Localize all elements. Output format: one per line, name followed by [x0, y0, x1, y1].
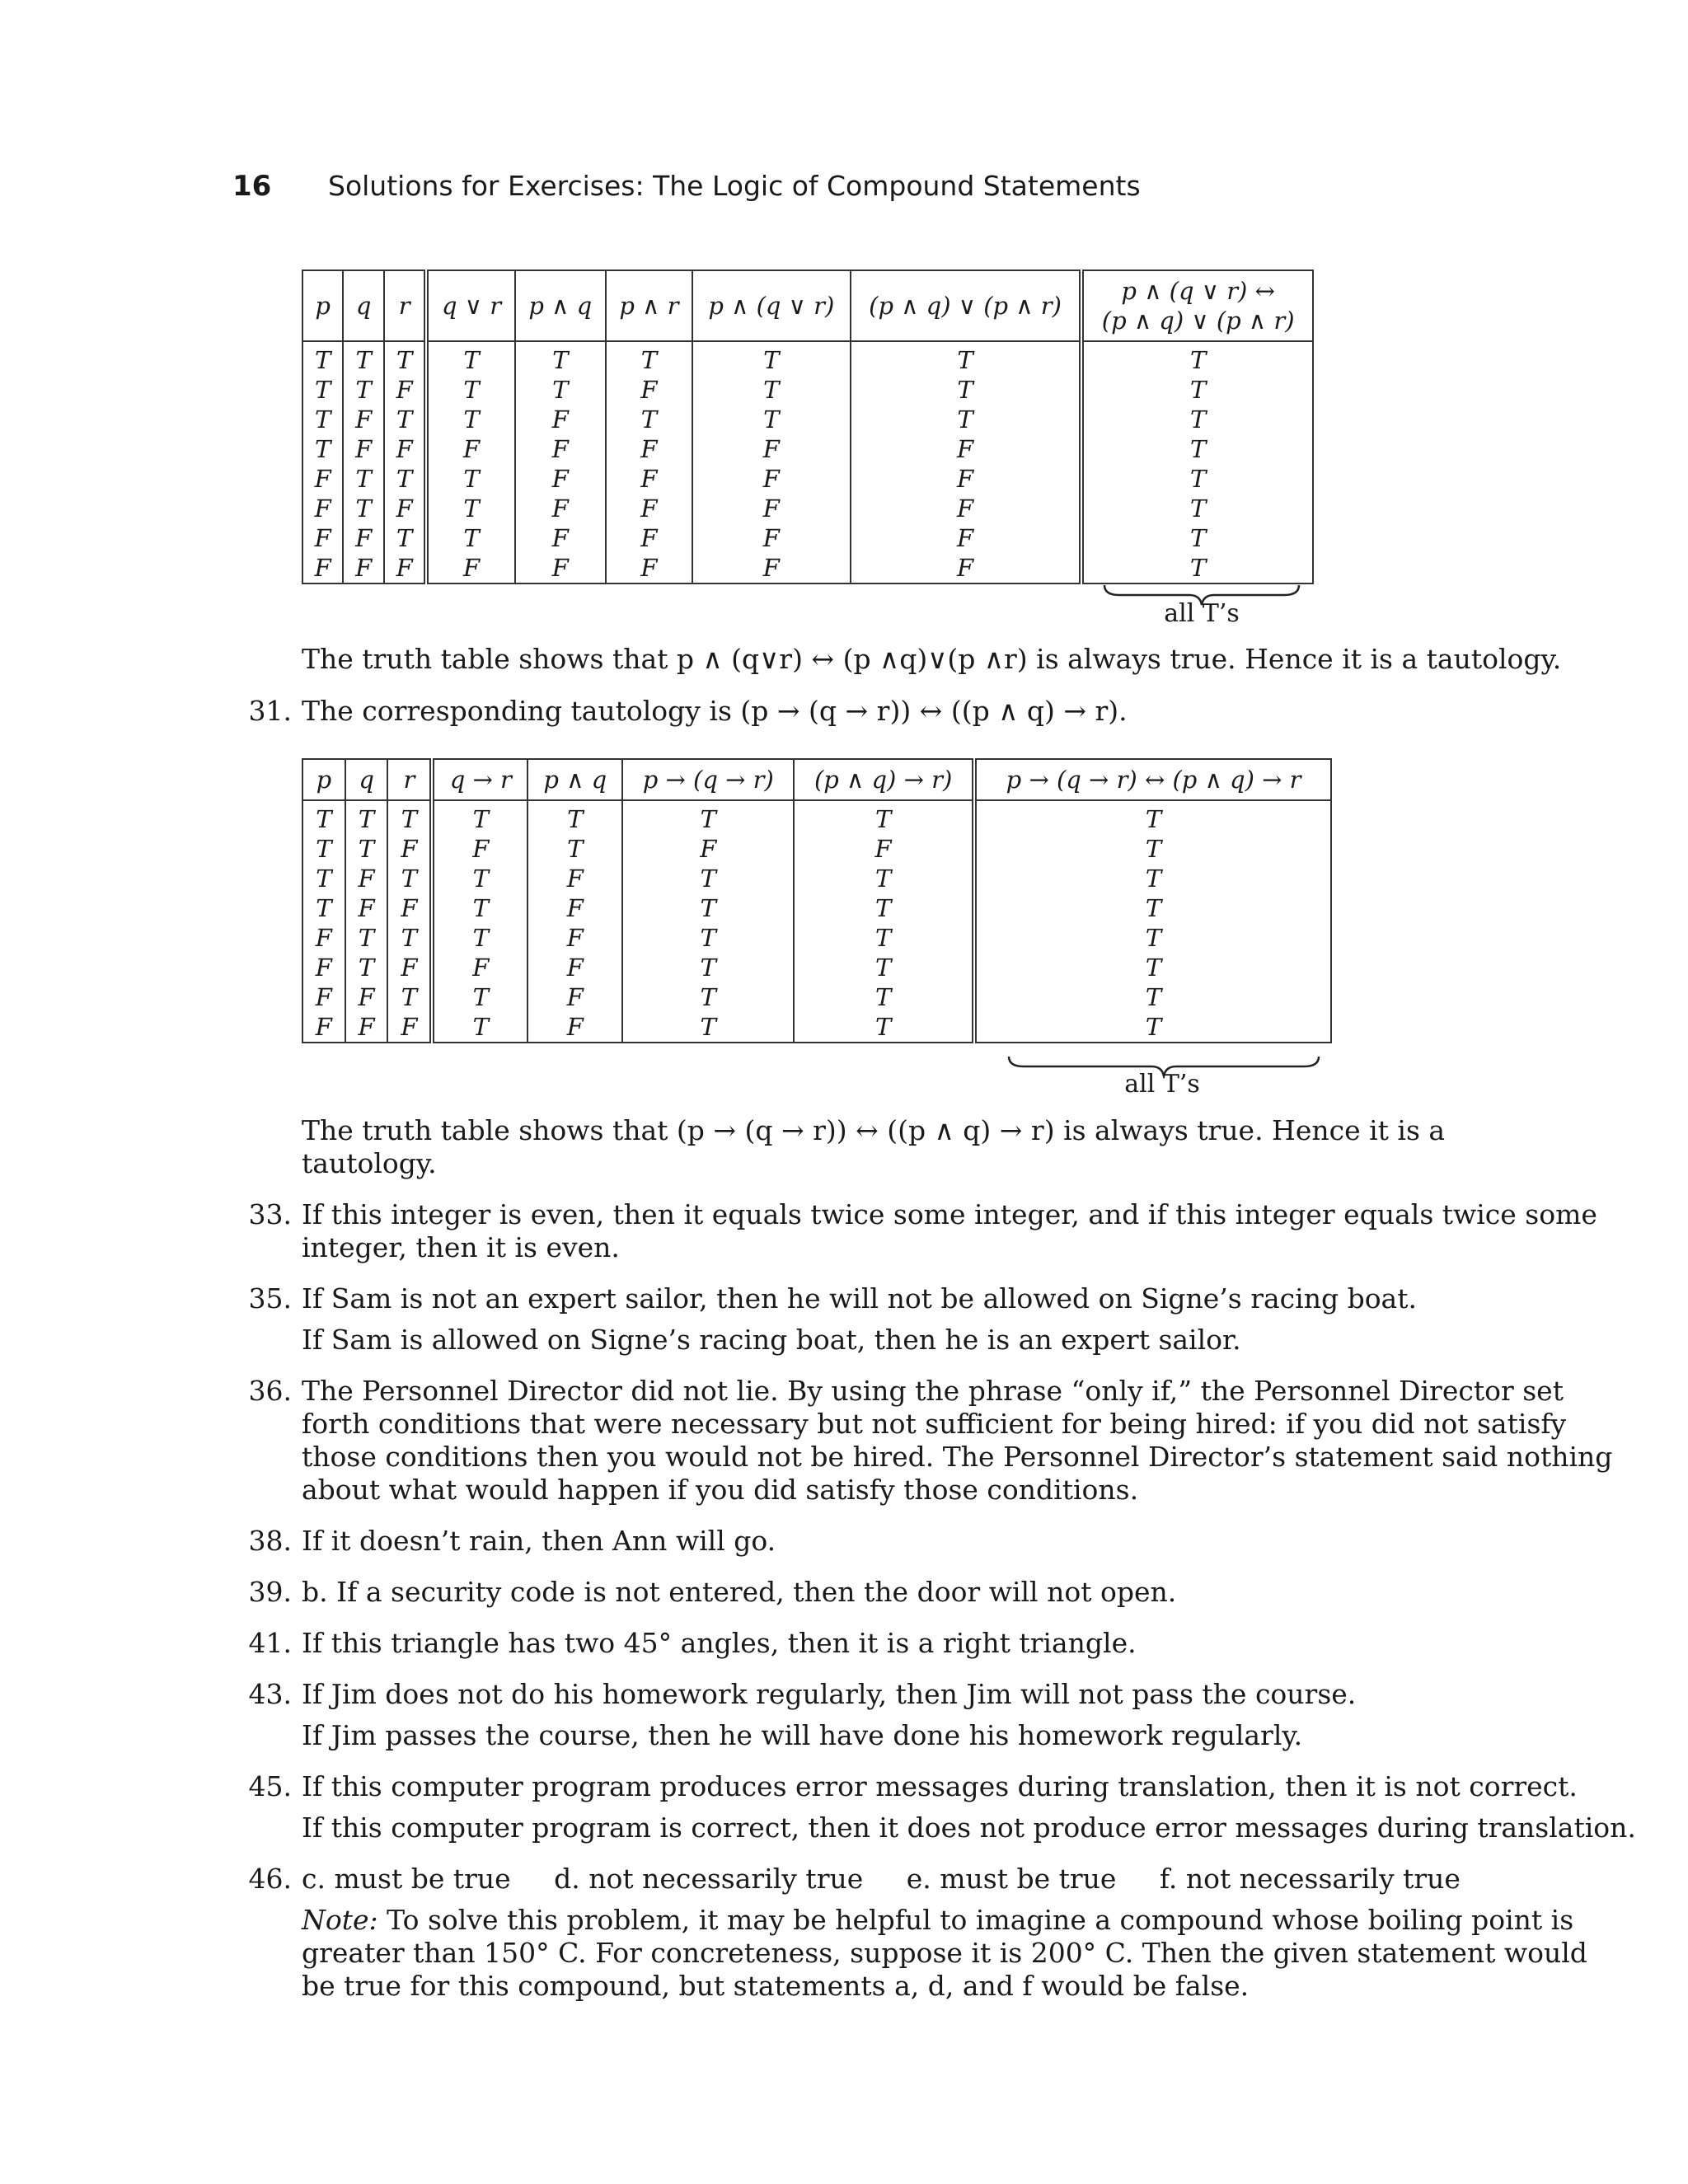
- table-cell: T: [1081, 434, 1313, 464]
- table-cell: T: [794, 982, 974, 1012]
- table-cell: T: [622, 800, 794, 834]
- table-cell: T: [432, 864, 528, 893]
- table-cell: F: [515, 434, 606, 464]
- table-cell: F: [302, 553, 343, 583]
- table-2-conclusion-line2: tautology.: [302, 1147, 437, 1179]
- item-35-number: 35.: [248, 1282, 292, 1315]
- item-46-line1: c. must be true d. not necessarily true e. must be true f. not necessarily true: [302, 1863, 1461, 1895]
- table-cell: T: [426, 405, 514, 434]
- table-cell: T: [851, 405, 1082, 434]
- item-36-line4: about what would happen if you did satisfy those conditions.: [302, 1474, 1139, 1506]
- table-cell: T: [974, 834, 1331, 864]
- table-cell: T: [343, 494, 383, 523]
- table-cell: T: [432, 982, 528, 1012]
- table-row: [302, 982, 1331, 1012]
- table-cell: T: [426, 341, 514, 375]
- table-cell: T: [515, 375, 606, 405]
- table-cell: F: [343, 553, 383, 583]
- table-cell: T: [387, 923, 432, 953]
- item-33-line1: If this integer is even, then it equals twice some integer, and if this integer equals twice some: [302, 1198, 1597, 1230]
- table-cell: T: [432, 923, 528, 953]
- table-cell: F: [426, 553, 514, 583]
- table-cell: T: [974, 1012, 1331, 1043]
- note-label: Note:: [302, 1904, 378, 1936]
- table-cell: F: [387, 1012, 432, 1043]
- table-cell: T: [515, 341, 606, 375]
- table-cell: F: [606, 434, 692, 464]
- table-cell: F: [606, 494, 692, 523]
- table-cell: F: [302, 464, 343, 494]
- table-cell: T: [384, 341, 427, 375]
- item-31-number: 31.: [248, 695, 292, 727]
- table-row: [302, 494, 1313, 523]
- table-cell: F: [345, 982, 388, 1012]
- table-row: [302, 864, 1331, 893]
- col-pq-or-pr: (p ∧ q) ∨ (p ∧ r): [851, 270, 1082, 341]
- table-cell: T: [384, 464, 427, 494]
- table-row: [302, 523, 1313, 553]
- table-cell: F: [515, 553, 606, 583]
- table-cell: F: [528, 1012, 622, 1043]
- table-cell: F: [606, 553, 692, 583]
- col-p: p: [302, 270, 343, 341]
- table-1-conclusion: The truth table shows that p ∧ (q∨r) ↔ (p ∧q)∨(p ∧r) is always true. Hence it is a tautology.: [302, 643, 1562, 675]
- table-cell: T: [528, 800, 622, 834]
- item-45-number: 45.: [248, 1770, 292, 1802]
- table-cell: F: [384, 553, 427, 583]
- table-cell: F: [302, 923, 345, 953]
- note-line2: greater than 150° C. For concreteness, suppose it is 200° C. Then the given statement would: [302, 1937, 1587, 1969]
- table-cell: T: [974, 953, 1331, 982]
- table-row: [302, 923, 1331, 953]
- item-45-line1: If this computer program produces error messages during translation, then it is not correct.: [302, 1770, 1578, 1802]
- col-biconditional-line1: p ∧ (q ∨ r) ↔: [1121, 277, 1275, 305]
- col-p: p: [302, 759, 345, 800]
- item-41-number: 41.: [248, 1627, 292, 1659]
- brace-label-2: all T’s: [1124, 1070, 1200, 1099]
- col-q-or-r: q ∨ r: [426, 270, 514, 341]
- table-cell: T: [426, 523, 514, 553]
- table-cell: F: [387, 893, 432, 923]
- col-q-implies-r: q → r: [432, 759, 528, 800]
- table-cell: F: [851, 494, 1082, 523]
- table-cell: F: [794, 834, 974, 864]
- table-row: [302, 553, 1313, 583]
- table-cell: F: [692, 494, 851, 523]
- table-cell: F: [851, 464, 1082, 494]
- table-row: [302, 800, 1331, 834]
- table-cell: F: [426, 434, 514, 464]
- table-row: [302, 434, 1313, 464]
- item-36-line2: forth conditions that were necessary but not sufficient for being hired: if you did not satisfy: [302, 1408, 1567, 1440]
- table-cell: F: [528, 982, 622, 1012]
- table-cell: F: [345, 864, 388, 893]
- table-cell: F: [343, 434, 383, 464]
- item-36-number: 36.: [248, 1375, 292, 1407]
- table-cell: T: [692, 341, 851, 375]
- table-cell: T: [387, 864, 432, 893]
- table-row: [302, 893, 1331, 923]
- table-cell: T: [302, 341, 343, 375]
- item-31-text: The corresponding tautology is (p → (q → r)) ↔ ((p ∧ q) → r).: [302, 695, 1128, 727]
- table-cell: T: [606, 405, 692, 434]
- table-cell: T: [622, 923, 794, 953]
- item-35-line1: If Sam is not an expert sailor, then he will not be allowed on Signe’s racing boat.: [302, 1282, 1417, 1315]
- col-r: r: [387, 759, 432, 800]
- table-cell: T: [302, 800, 345, 834]
- table-cell: F: [606, 523, 692, 553]
- table-cell: F: [384, 375, 427, 405]
- table-cell: F: [343, 523, 383, 553]
- table-row: [302, 834, 1331, 864]
- table-cell: F: [606, 464, 692, 494]
- table-cell: T: [345, 923, 388, 953]
- col-q: q: [345, 759, 388, 800]
- table-cell: T: [432, 800, 528, 834]
- table-cell: T: [302, 375, 343, 405]
- table-cell: T: [622, 953, 794, 982]
- table-cell: T: [1081, 553, 1313, 583]
- table-cell: T: [426, 375, 514, 405]
- table-cell: T: [302, 834, 345, 864]
- item-38-line1: If it doesn’t rain, then Ann will go.: [302, 1525, 776, 1557]
- table-cell: T: [345, 953, 388, 982]
- col-biconditional: [1081, 270, 1313, 341]
- table-row: [302, 1012, 1331, 1043]
- table-cell: F: [302, 523, 343, 553]
- table-cell: T: [606, 341, 692, 375]
- col-q: q: [343, 270, 383, 341]
- table-cell: T: [622, 893, 794, 923]
- note-line1: [302, 1904, 1573, 1937]
- item-43-line1: If Jim does not do his homework regularly, then Jim will not pass the course.: [302, 1678, 1357, 1710]
- table-cell: T: [1081, 464, 1313, 494]
- table-row: [302, 405, 1313, 434]
- table-cell: T: [794, 893, 974, 923]
- item-38-number: 38.: [248, 1525, 292, 1557]
- truth-table-exportation: [302, 758, 1332, 1043]
- table-cell: F: [528, 893, 622, 923]
- col-p-and-r: p ∧ r: [606, 270, 692, 341]
- item-45-line2: If this computer program is correct, then it does not produce error messages during translation.: [302, 1811, 1636, 1844]
- item-35-line2: If Sam is allowed on Signe’s racing boat, then he is an expert sailor.: [302, 1324, 1241, 1356]
- table-cell: T: [974, 982, 1331, 1012]
- table-cell: T: [432, 893, 528, 923]
- item-39-number: 39.: [248, 1576, 292, 1608]
- table-cell: T: [1081, 523, 1313, 553]
- table-cell: T: [432, 1012, 528, 1043]
- table-cell: T: [974, 800, 1331, 834]
- note-line3: be true for this compound, but statements a, d, and f would be false.: [302, 1970, 1250, 2002]
- table-row: [302, 953, 1331, 982]
- table-cell: T: [794, 953, 974, 982]
- table-2-conclusion-line1: The truth table shows that (p → (q → r)) ↔ ((p ∧ q) → r) is always true. Hence it is a: [302, 1114, 1446, 1146]
- table-cell: T: [528, 834, 622, 864]
- table-cell: T: [622, 1012, 794, 1043]
- table-cell: T: [343, 464, 383, 494]
- table-cell: T: [302, 405, 343, 434]
- table-header-row: [302, 270, 1313, 341]
- brace-label-1: all T’s: [1164, 599, 1240, 628]
- table-cell: T: [345, 834, 388, 864]
- table-cell: T: [1081, 405, 1313, 434]
- table-cell: T: [302, 434, 343, 464]
- table-cell: F: [345, 1012, 388, 1043]
- table-cell: T: [794, 923, 974, 953]
- table-cell: F: [302, 953, 345, 982]
- running-head: Solutions for Exercises: The Logic of Compound Statements: [328, 170, 1141, 202]
- table-cell: F: [387, 953, 432, 982]
- table-header-row: [302, 759, 1331, 800]
- table-cell: T: [1081, 494, 1313, 523]
- col-r: r: [384, 270, 427, 341]
- col-biconditional-line2: (p ∧ q) ∨ (p ∧ r): [1101, 307, 1295, 335]
- item-43-line2: If Jim passes the course, then he will have done his homework regularly.: [302, 1719, 1303, 1751]
- table-cell: T: [794, 800, 974, 834]
- table-cell: F: [851, 553, 1082, 583]
- page-number: 16: [232, 170, 272, 203]
- table-cell: F: [302, 494, 343, 523]
- item-41-line1: If this triangle has two 45° angles, then it is a right triangle.: [302, 1627, 1137, 1659]
- table-cell: F: [384, 494, 427, 523]
- col-p-and-q: p ∧ q: [528, 759, 622, 800]
- table-cell: F: [528, 923, 622, 953]
- table-cell: F: [302, 1012, 345, 1043]
- table-cell: F: [528, 953, 622, 982]
- note-text-1: To solve this problem, it may be helpful to imagine a compound whose boiling point is: [387, 1904, 1574, 1936]
- table-cell: F: [515, 405, 606, 434]
- table-cell: T: [302, 893, 345, 923]
- table-cell: F: [692, 434, 851, 464]
- table-cell: T: [622, 864, 794, 893]
- table-cell: T: [794, 864, 974, 893]
- col-pq-implies-r: (p ∧ q) → r): [794, 759, 974, 800]
- table-cell: T: [387, 982, 432, 1012]
- item-33-number: 33.: [248, 1198, 292, 1230]
- table-cell: T: [622, 982, 794, 1012]
- table-cell: F: [432, 953, 528, 982]
- table-cell: T: [1081, 341, 1313, 375]
- table-cell: T: [692, 405, 851, 434]
- item-36-line1: The Personnel Director did not lie. By using the phrase “only if,” the Personnel Director set: [302, 1375, 1564, 1407]
- table-cell: T: [384, 405, 427, 434]
- table-cell: F: [432, 834, 528, 864]
- table-cell: F: [343, 405, 383, 434]
- table-cell: T: [974, 923, 1331, 953]
- table-cell: F: [606, 375, 692, 405]
- table-cell: F: [302, 982, 345, 1012]
- table-cell: T: [384, 523, 427, 553]
- table-cell: T: [426, 464, 514, 494]
- table-cell: F: [515, 464, 606, 494]
- item-36-line3: those conditions then you would not be hired. The Personnel Director’s statement said nothing: [302, 1441, 1613, 1473]
- table-cell: T: [302, 864, 345, 893]
- table-cell: T: [794, 1012, 974, 1043]
- col-p-implies-q-implies-r: p → (q → r): [622, 759, 794, 800]
- table-row: [302, 341, 1313, 375]
- table-cell: F: [692, 523, 851, 553]
- table-cell: T: [343, 341, 383, 375]
- col-biconditional: p → (q → r) ↔ (p ∧ q) → r: [974, 759, 1331, 800]
- table-row: [302, 375, 1313, 405]
- table-cell: T: [974, 864, 1331, 893]
- table-cell: T: [851, 341, 1082, 375]
- truth-table-distributive: [302, 269, 1314, 584]
- table-row: [302, 464, 1313, 494]
- col-p-and-q-or-r: p ∧ (q ∨ r): [692, 270, 851, 341]
- table-cell: T: [692, 375, 851, 405]
- table-cell: F: [345, 893, 388, 923]
- table-cell: T: [851, 375, 1082, 405]
- item-46-number: 46.: [248, 1863, 292, 1895]
- table-cell: T: [974, 893, 1331, 923]
- col-p-and-q: p ∧ q: [515, 270, 606, 341]
- item-43-number: 43.: [248, 1678, 292, 1710]
- table-cell: F: [851, 523, 1082, 553]
- table-cell: F: [515, 494, 606, 523]
- table-cell: F: [622, 834, 794, 864]
- table-cell: F: [692, 553, 851, 583]
- table-cell: T: [343, 375, 383, 405]
- table-cell: F: [384, 434, 427, 464]
- table-cell: T: [387, 800, 432, 834]
- table-cell: T: [426, 494, 514, 523]
- table-cell: F: [515, 523, 606, 553]
- item-33-line2: integer, then it is even.: [302, 1231, 620, 1263]
- table-cell: F: [528, 864, 622, 893]
- table-cell: F: [851, 434, 1082, 464]
- table-cell: F: [387, 834, 432, 864]
- table-cell: F: [692, 464, 851, 494]
- table-cell: T: [345, 800, 388, 834]
- table-cell: T: [1081, 375, 1313, 405]
- item-39-line1: b. If a security code is not entered, then the door will not open.: [302, 1576, 1177, 1608]
